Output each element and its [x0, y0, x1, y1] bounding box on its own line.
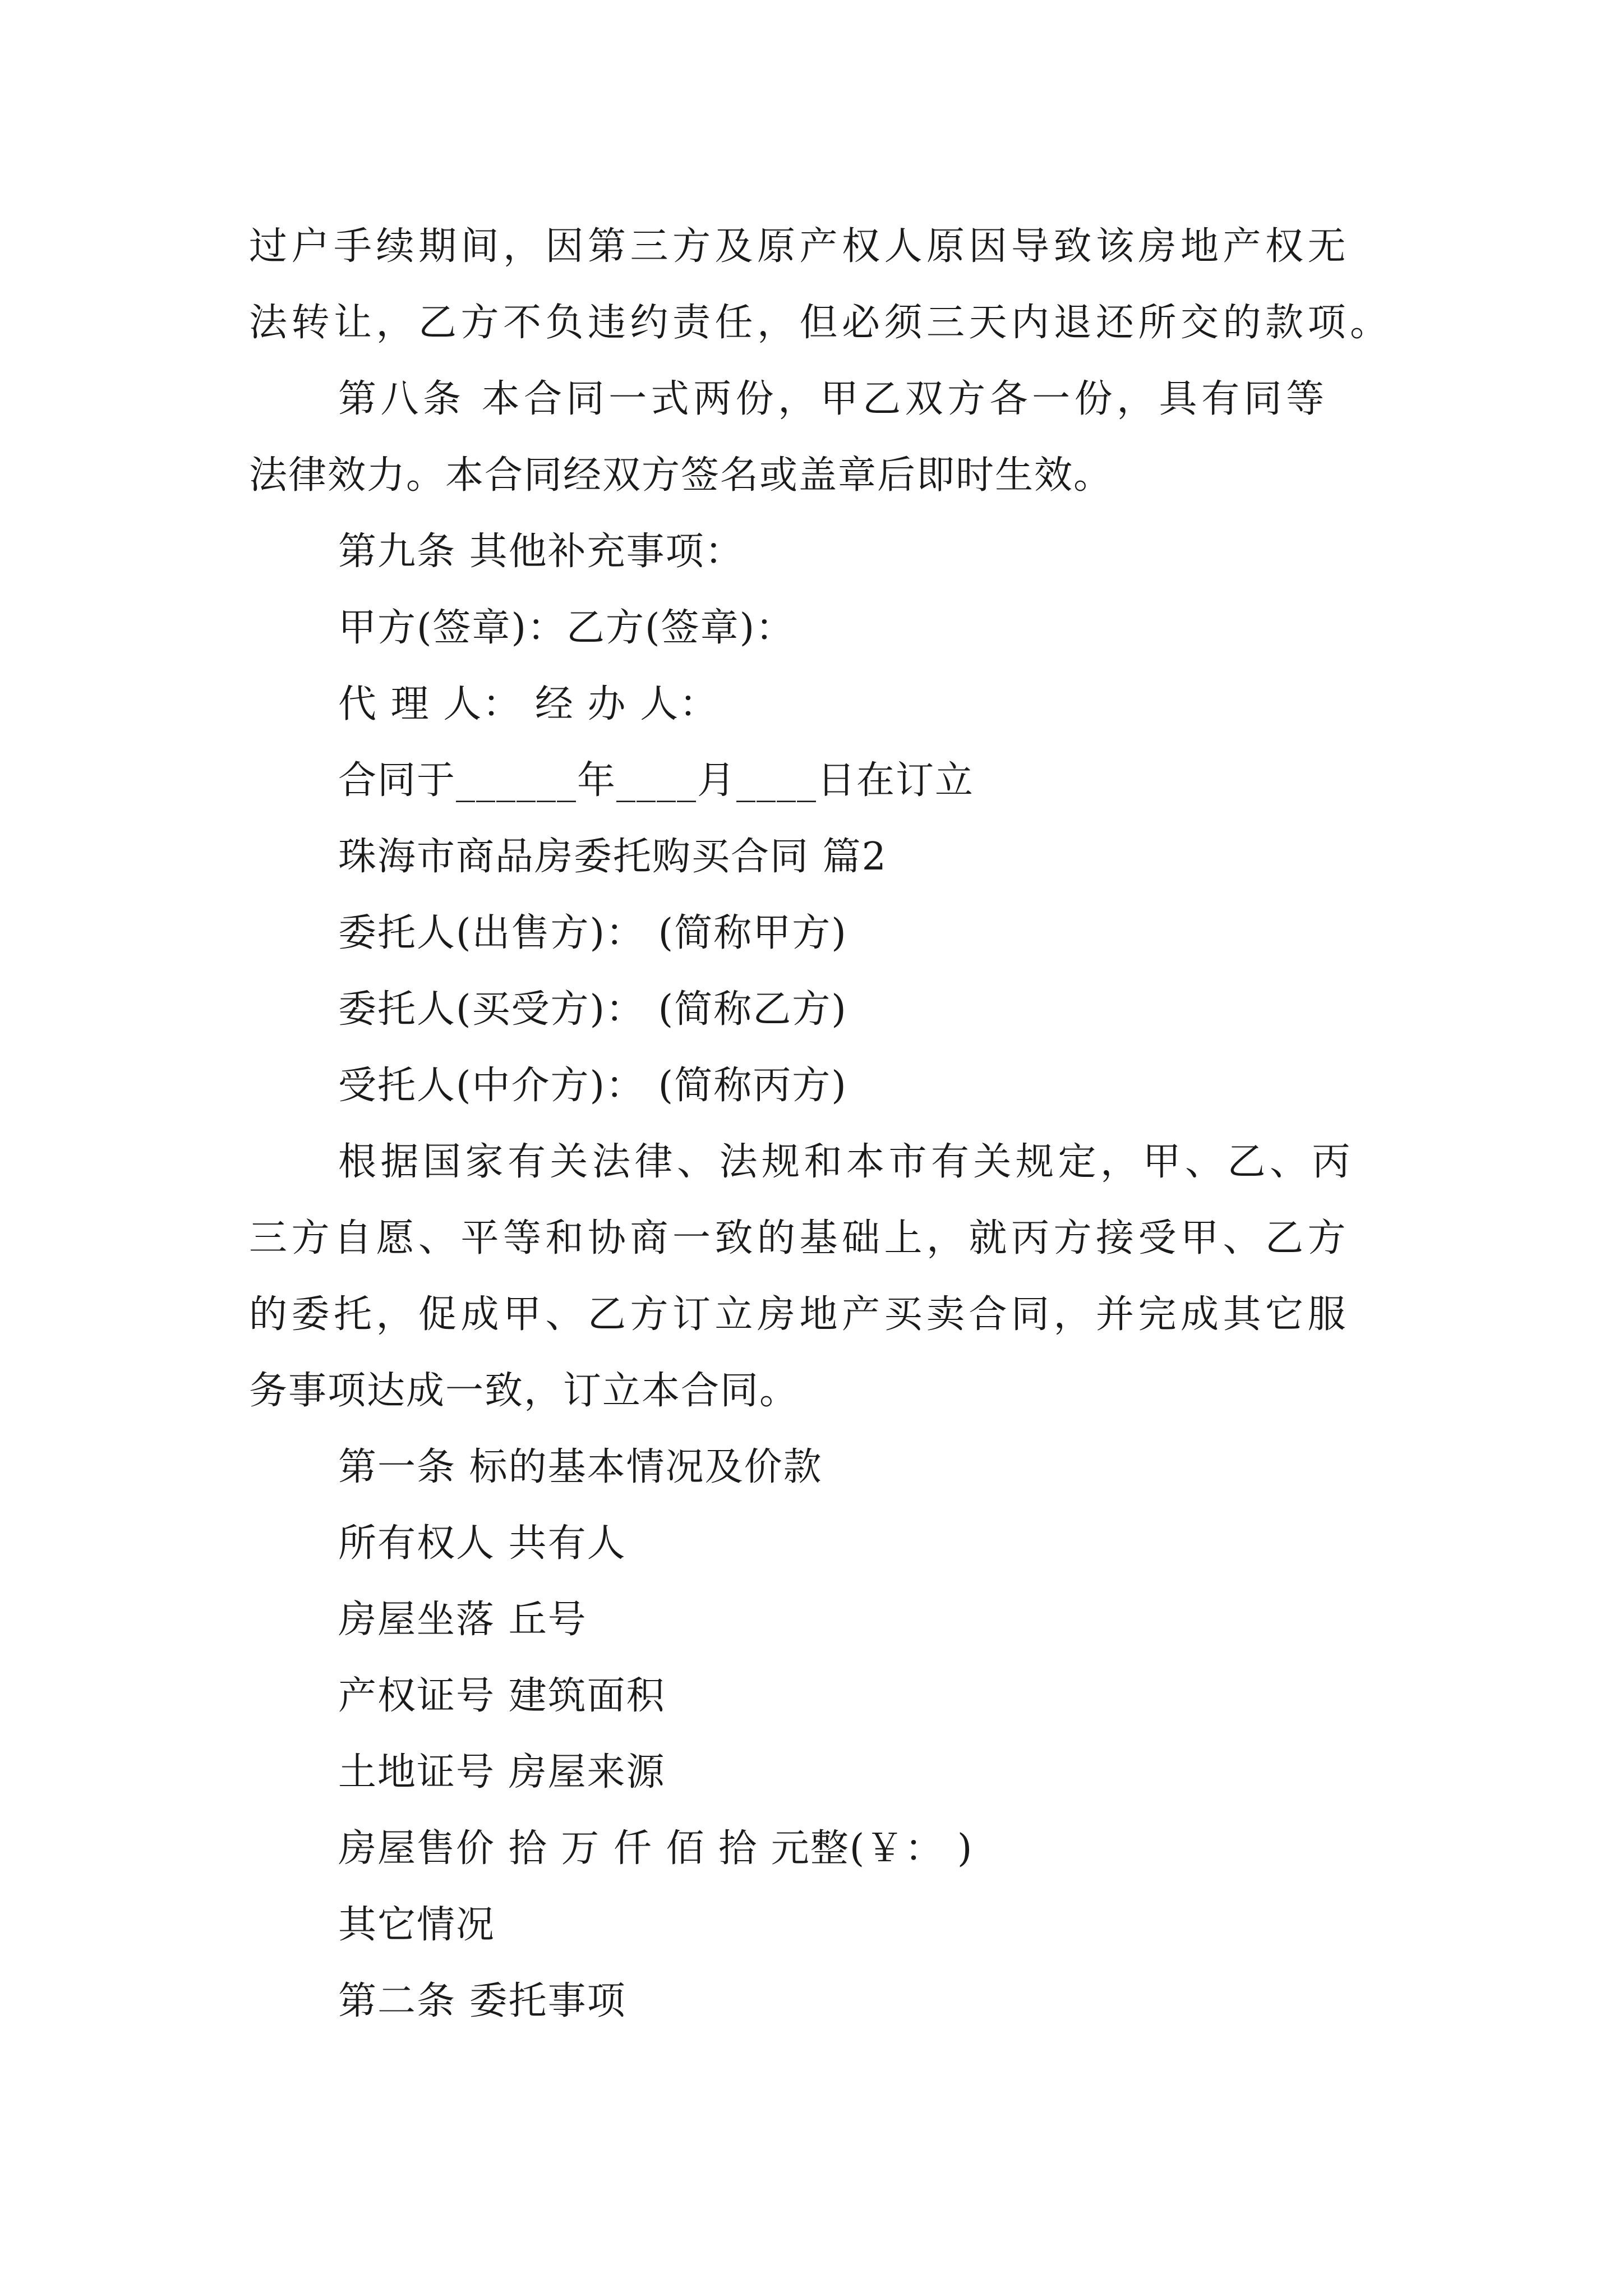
preamble-line-2: 三方自愿、平等和协商一致的基础上，就丙方接受甲、乙方: [249, 1216, 1350, 1260]
party-buyer: 委托人(买受方)： (简称乙方): [338, 987, 847, 1032]
article-2-heading: 第二条 委托事项: [338, 1979, 626, 2023]
signature-line: 甲方(签章)：乙方(签章)：: [338, 606, 795, 650]
field-location: 房屋坐落 丘号: [338, 1598, 587, 1642]
contract-date-line: 合同于______年____月____日在订立: [338, 758, 975, 803]
party-seller: 委托人(出售方)： (简称甲方): [338, 911, 847, 955]
preamble-line-3: 的委托，促成甲、乙方订立房地产买卖合同，并完成其它服: [249, 1292, 1350, 1337]
field-land-cert: 土地证号 房屋来源: [338, 1750, 666, 1795]
field-price: 房屋售价 拾 万 仟 佰 拾 元整(￥： ): [338, 1826, 974, 1871]
article-8-line-2: 法律效力。本合同经双方签名或盖章后即时生效。: [249, 453, 1113, 498]
preamble-line-1: 根据国家有关法律、法规和本市有关规定，甲、乙、丙: [338, 1140, 1355, 1184]
preamble-line-4: 务事项达成一致，订立本合同。: [249, 1369, 799, 1413]
field-owner: 所有权人 共有人: [338, 1521, 626, 1566]
article-9: 第九条 其他补充事项：: [338, 530, 744, 574]
party-agent: 受托人(中介方)： (简称丙方): [338, 1064, 847, 1108]
article-1-heading: 第一条 标的基本情况及价款: [338, 1445, 823, 1489]
field-certificate: 产权证号 建筑面积: [338, 1674, 666, 1718]
article-8-line-1: 第八条 本合同一式两份，甲乙双方各一份，具有同等: [338, 377, 1329, 421]
field-other: 其它情况: [338, 1903, 496, 1947]
section-title: 珠海市商品房委托购买合同 篇2: [338, 835, 887, 879]
paragraph-line-2: 法转让，乙方不负违约责任，但必须三天内退还所交的款项。: [249, 301, 1393, 345]
agent-line: 代 理 人： 经 办 人：: [338, 682, 719, 726]
paragraph-line-1: 过户手续期间，因第三方及原产权人原因导致该房地产权无: [249, 224, 1350, 269]
